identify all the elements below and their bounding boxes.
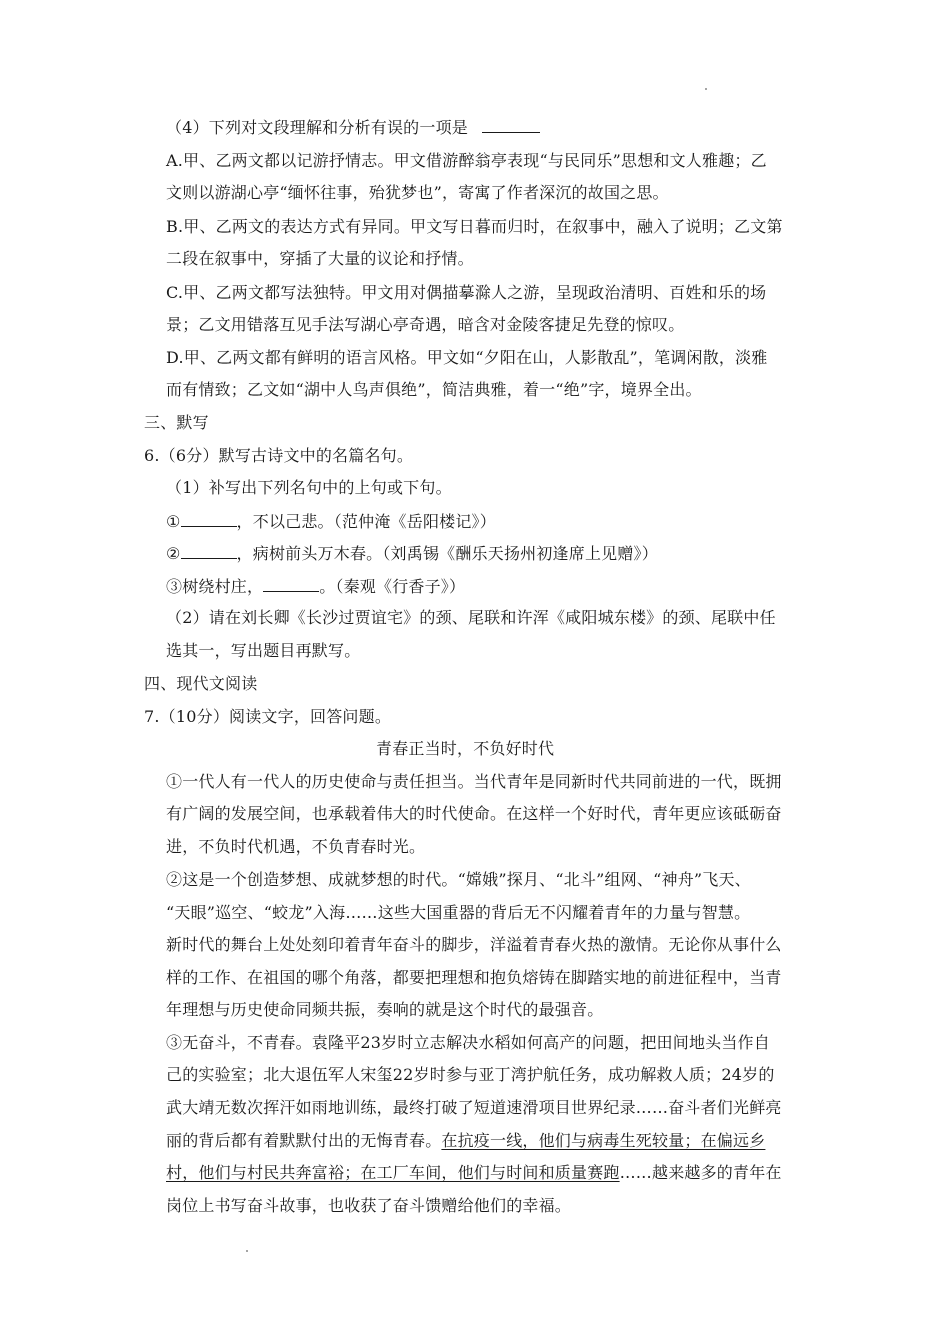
paragraph-2-line-1: ②这是一个创造梦想、成就梦想的时代。“嫦娥”探月、“北斗”组网、“神舟”飞天、 [166,870,751,889]
paragraph-3-line-2: 己的实验室；北大退伍军人宋玺22岁时参与亚丁湾护航任务，成功解救人质；24岁的 [166,1065,775,1084]
option-a-line-1: A.甲、乙两文都以记游抒情志。甲文借游醉翁亭表现“与民同乐”思想和文人雅趣；乙 [166,151,767,170]
paragraph-2-line-4: 样的工作、在祖国的哪个角落，都要把理想和抱负熔铸在脚踏实地的前进征程中，当青 [166,968,782,987]
option-a-line-2: 文则以游湖心亭“缅怀往事，殆犹梦也”，寄寓了作者深沉的故国之思。 [166,183,669,202]
paragraph-3-line-3: 武大靖无数次挥汗如雨地训练，最终打破了短道速滑项目世界纪录……奋斗者们光鲜亮 [166,1098,782,1117]
plain-text: 丽的背后都有着默默付出的无悔青春。 [166,1131,442,1150]
question-6-sub2-line-1: （2）请在刘长卿《长沙过贾谊宅》的颈、尾联和许浑《咸阳城东楼》的颈、尾联中任 [166,608,776,627]
option-c-line-2: 景；乙文用错落互见手法写湖心亭奇遇，暗含对金陵客捷足先登的惊叹。 [166,315,685,334]
paragraph-2-line-5: 年理想与历史使命同频共振，奏响的就是这个时代的最强音。 [166,1000,604,1019]
scan-speck [246,1250,248,1252]
section-heading-reading: 四、现代文阅读 [144,674,258,693]
item-text: ，病树前头万木春。（刘禹锡《酬乐天扬州初逢席上见赠》） [236,544,658,563]
option-d-line-2: 而有情致；乙文如“湖中人鸟声俱绝”，简洁典雅，着一“绝”字，境界全出。 [166,380,702,399]
plain-text: ……越来越多的青年在 [619,1163,782,1182]
dictation-item-3 [166,575,465,598]
section-heading-dictation: 三、默写 [144,413,209,432]
question-6-sub1: （1）补写出下列名句中的上句或下句。 [166,478,452,497]
item-text-pre: ③树绕村庄， [166,577,264,596]
answer-blank[interactable] [263,575,319,592]
option-d-line-1: D.甲、乙两文都有鲜明的语言风格。甲文如“夕阳在山，人影散乱”，笔调闲散，淡雅 [166,348,768,367]
answer-blank[interactable] [181,542,237,559]
article-title: 青春正当时，不负好时代 [376,739,555,758]
paragraph-1-line-2: 有广阔的发展空间，也承载着伟大的时代使命。在这样一个好时代，青年更应该砥砺奋 [166,804,782,823]
item-number: ① [166,512,181,531]
question-6-title: 6.（6分）默写古诗文中的名篇名句。 [144,446,414,465]
answer-blank[interactable] [181,510,237,527]
dictation-item-1 [166,510,496,533]
underlined-text: 村，他们与村民共奔富裕；在工厂车间，他们与时间和质量赛跑 [166,1163,620,1182]
paragraph-2-line-3: 新时代的舞台上处处刻印着青年奋斗的脚步，洋溢着青春火热的激情。无论你从事什么 [166,935,782,954]
paragraph-3-line-4 [166,1130,765,1152]
paragraph-3-line-1: ③无奋斗，不青春。袁隆平23岁时立志解决水稻如何高产的问题，把田间地头当作自 [166,1033,770,1052]
option-b-line-2: 二段在叙事中，穿插了大量的议论和抒情。 [166,249,474,268]
option-c-line-1: C.甲、乙两文都写法独特。甲文用对偶描摹滁人之游，呈现政治清明、百姓和乐的场 [166,283,767,302]
q4-stem [166,116,540,139]
answer-blank[interactable] [482,116,540,133]
question-7-title: 7.（10分）阅读文字，回答问题。 [144,707,392,726]
option-b-line-1: B.甲、乙两文的表达方式有异同。甲文写日暮而归时，在叙事中，融入了说明；乙文第 [166,217,783,236]
paragraph-2-line-2: “天眼”巡空、“蛟龙”入海……这些大国重器的背后无不闪耀着青年的力量与智慧。 [166,903,751,922]
q4-stem-text: （4）下列对文段理解和分析有误的一项是 [166,118,468,137]
paragraph-3-line-6: 岗位上书写奋斗故事，也收获了奋斗馈赠给他们的幸福。 [166,1196,572,1215]
paragraph-1-line-3: 进，不负时代机遇，不负青春时光。 [166,837,426,856]
item-number: ② [166,544,181,563]
question-6-sub2-line-2: 选其一，写出题目再默写。 [166,641,361,660]
paragraph-1-line-1: ①一代人有一代人的历史使命与责任担当。当代青年是同新时代共同前进的一代，既拥 [166,772,782,791]
underlined-text: 在抗疫一线，他们与病毒生死较量；在偏远乡 [441,1131,766,1150]
item-text: ，不以己悲。（范仲淹《岳阳楼记》） [236,512,496,531]
dictation-item-2 [166,542,658,565]
scan-speck [705,88,707,90]
paragraph-3-line-5 [166,1162,782,1184]
item-text-post: 。（秦观《行香子》） [319,577,466,596]
